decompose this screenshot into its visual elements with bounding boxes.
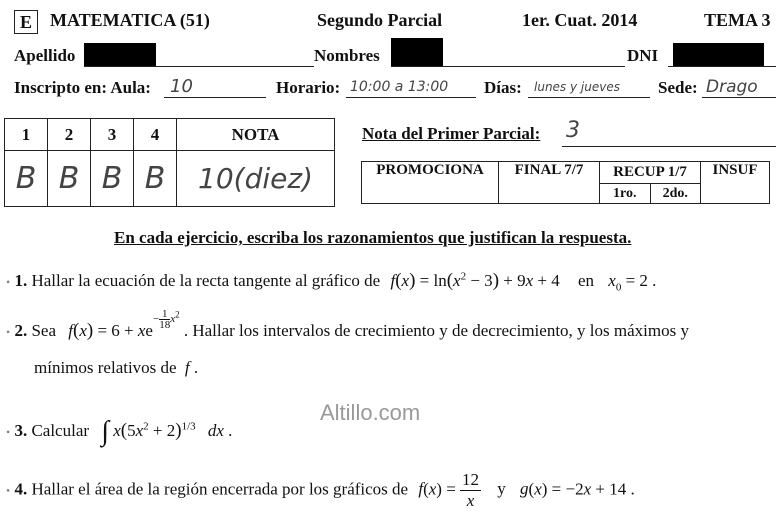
horario-label: Horario: <box>276 78 341 97</box>
apellido-redaction <box>84 43 156 67</box>
question-2-line2: mínimos relativos de f . <box>34 358 199 377</box>
grade-value-nota: 10(diez) <box>177 151 335 207</box>
primer-parcial-value: 3 <box>566 118 580 143</box>
question-3: • 3. Calcular ∫ $x(5x^2 + 2)^{1/3}$ dx . <box>6 416 233 447</box>
question-3-formula: x <box>113 421 121 440</box>
tema-number: TEMA 3 <box>704 10 771 30</box>
bullet-2: • <box>6 325 11 339</box>
bullet-3: • <box>6 425 11 439</box>
question-4-tail: y <box>497 479 506 499</box>
question-1: • 1. Hallar la ecuación de la recta tangente al gráfico de $f(x) = \ln(x^2 - 3) + 9x + 4$ en $x_0 = 2$ . <box>6 270 657 294</box>
question-1-formula: f <box>390 271 396 290</box>
status-recup: RECUP 1/7 <box>600 162 701 184</box>
horario-value: 10:00 a 13:00 <box>350 79 449 95</box>
dni-redaction <box>673 43 764 67</box>
question-4-g: g <box>520 479 529 499</box>
exam-name: Segundo Parcial <box>317 10 443 30</box>
dni-label: DNI <box>627 46 659 65</box>
dias-line <box>528 97 650 98</box>
aula-line <box>164 97 266 98</box>
grades-header-4: 4 <box>134 119 177 151</box>
status-insuf: INSUF <box>701 162 770 204</box>
question-4-text: Hallar el área de la región encerrada por los gráficos de <box>31 479 409 499</box>
question-4-fraction: $\frac{12}{x}$ <box>462 470 480 510</box>
question-2-text: Sea <box>31 321 56 340</box>
bullet-1: • <box>6 275 11 289</box>
grades-header-nota: NOTA <box>177 119 335 151</box>
grade-value-4: B <box>134 151 177 207</box>
question-2-f: f <box>184 358 190 377</box>
grades-header-3: 3 <box>91 119 134 151</box>
bullet-4: • <box>6 483 11 498</box>
apellido-label: Apellido <box>14 46 76 65</box>
grades-header-1: 1 <box>5 119 48 151</box>
sede-label: Sede: <box>658 78 698 97</box>
question-2-text3: mínimos relativos de <box>34 358 177 377</box>
question-1-point: x <box>608 271 616 290</box>
grade-value-1: B <box>5 151 48 207</box>
dni-line <box>668 66 776 67</box>
primer-parcial-line <box>562 146 776 147</box>
question-4-f: f <box>418 479 424 499</box>
question-1-tail: en <box>578 271 595 290</box>
dias-label: Días: <box>484 78 522 97</box>
status-table <box>361 161 770 204</box>
nombres-redaction <box>391 38 443 66</box>
watermark: Altillo.com <box>320 400 421 425</box>
inscripto-label: Inscripto en: Aula: <box>14 78 151 97</box>
dias-value: lunes y jueves <box>534 80 620 94</box>
integral-sign: ∫ <box>101 416 109 447</box>
primer-parcial-label: Nota del Primer Parcial: <box>362 124 541 143</box>
question-1-text: Hallar la ecuación de la recta tangente al gráfico de <box>31 271 381 290</box>
question-4-number: 4. <box>14 479 28 499</box>
grade-value-2: B <box>48 151 91 207</box>
nombres-label: Nombres <box>314 46 380 65</box>
tema-letter-box <box>14 10 38 34</box>
question-2-formula: f <box>68 321 73 340</box>
grades-table <box>4 118 335 207</box>
status-recup-1ro: 1ro. <box>600 184 651 204</box>
grades-header-2: 2 <box>48 119 91 151</box>
grade-value-3: B <box>91 151 134 207</box>
question-3-number: 3. <box>14 421 28 440</box>
tema-letter: E <box>19 12 32 32</box>
status-final: FINAL 7/7 <box>499 162 600 204</box>
aula-value: 10 <box>170 76 193 97</box>
question-2: • 2. Sea $f(x) = 6 + xe^{- \frac{1}{18} x^2}$ . Hallar los intervalos de crecimiento y de decrecimiento, y los máximos y <box>6 307 689 341</box>
horario-line <box>346 97 476 98</box>
instructions: En cada ejercicio, escriba los razonamientos que justifican la respuesta. <box>114 228 632 247</box>
sede-value: Drago <box>706 77 758 97</box>
question-1-number: 1. <box>14 271 28 290</box>
course-title: MATEMATICA (51) <box>50 10 210 30</box>
nombres-line <box>391 66 625 67</box>
apellido-line <box>84 66 314 67</box>
sede-line <box>702 97 776 98</box>
question-2-text2: . Hallar los intervalos de crecimiento y de decrecimiento, y los máximos y <box>183 321 689 340</box>
status-promociona: PROMOCIONA <box>362 162 499 204</box>
question-2-number: 2. <box>14 321 28 340</box>
question-4: • 4. Hallar el área de la región encerrada por los gráficos de f(x) = $\frac{12}{x}$ y g(x) = −2x + 14 . <box>6 470 635 510</box>
status-recup-2do: 2do. <box>650 184 701 204</box>
term: 1er. Cuat. 2014 <box>522 10 638 30</box>
question-3-text: Calcular <box>31 421 90 440</box>
